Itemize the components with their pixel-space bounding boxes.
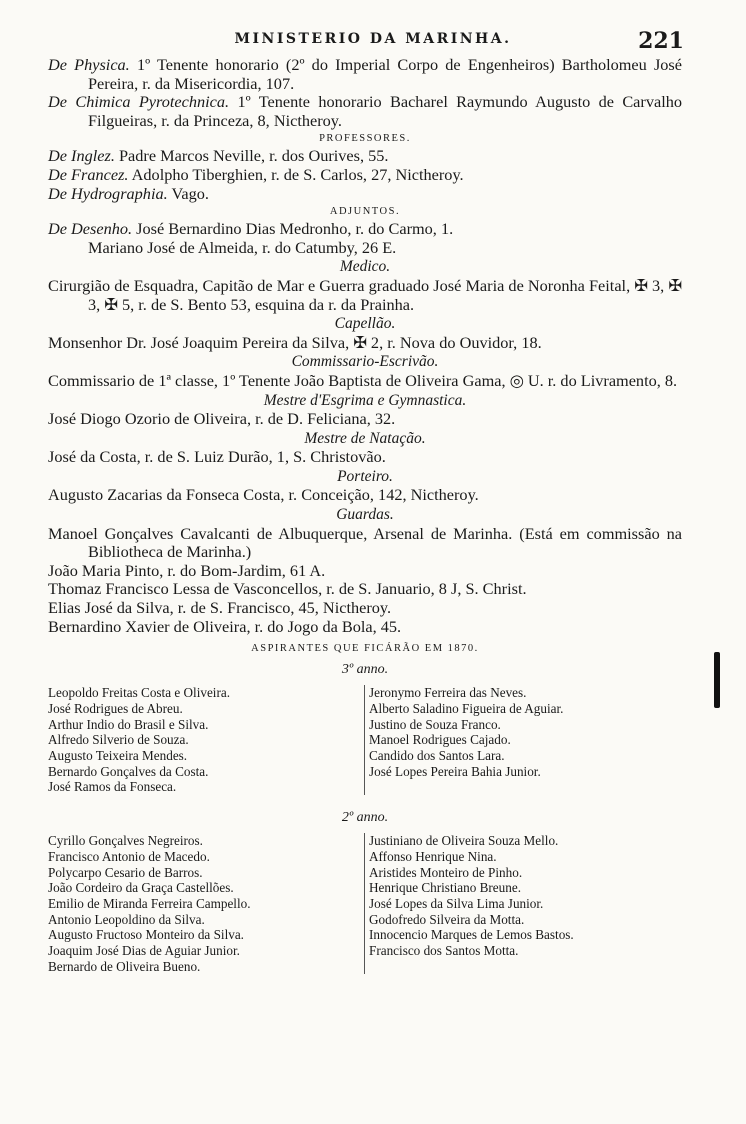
list-item: Manoel Rodrigues Cajado.: [369, 732, 511, 748]
list-item: Alfredo Silverio de Souza.: [48, 732, 189, 748]
list-item: Henrique Christiano Breune.: [369, 880, 521, 896]
section-heading-natacao: [48, 429, 682, 449]
section-heading-guardas: [48, 505, 682, 525]
heading-text: 2º anno.: [341, 810, 389, 826]
heading-text: Porteiro.: [337, 467, 393, 485]
left-column: [48, 685, 364, 795]
list-item: Polycarpo Cesario de Barros.: [48, 864, 203, 880]
entry-guarda: Elias José da Silva, r. de S. Francisco, 45, Nictheroy.: [48, 598, 392, 618]
entry-text: Vago.: [171, 183, 209, 203]
list-item: Cyrillo Gonçalves Negreiros.: [48, 833, 203, 849]
heading-text: Mestre de Natação.: [304, 429, 426, 447]
list-item: Godofredo Silveira da Motta.: [369, 911, 525, 927]
list-item: Joaquim José Dias de Aguiar Junior.: [48, 943, 240, 959]
list-item: Francisco dos Santos Motta.: [369, 943, 519, 959]
list-item: Alberto Saladino Figueira de Aguiar.: [369, 700, 564, 716]
heading-text: Guardas.: [336, 506, 394, 524]
list-item: Antonio Leopoldino da Silva.: [48, 911, 205, 927]
entry-guarda: Thomaz Francisco Lessa de Vasconcellos, r. de S. Januario, 8 J, S. Christ.: [48, 579, 527, 599]
entry-desenho: [48, 220, 682, 239]
list-item: Affonso Henrique Nina.: [369, 848, 497, 864]
entry-natacao: José da Costa, r. de S. Luiz Durão, 1, S. Christovão.: [48, 447, 386, 467]
section-heading-esgrima: [48, 391, 682, 411]
heading-text: Commissario-Escrivão.: [291, 353, 439, 371]
entry-label: De Chimica Pyrotechnica.: [48, 92, 230, 112]
heading-text: 3º anno.: [341, 662, 389, 678]
right-column: [364, 833, 679, 974]
list-item: Leopoldo Freitas Costa e Oliveira.: [48, 685, 231, 701]
list-item: José Lopes da Silva Lima Junior.: [369, 895, 544, 911]
list-item: José Lopes Pereira Bahia Junior.: [369, 763, 541, 779]
list-item: Francisco Antonio de Macedo.: [48, 848, 210, 864]
entry-chimica: [48, 93, 682, 130]
running-title: MINISTERIO DA MARINHA.: [234, 31, 512, 47]
page-header: [0, 28, 746, 52]
list-item: Innocencio Marques de Lemos Bastos.: [369, 927, 574, 943]
entry-inglez: [48, 147, 682, 166]
section-heading-professores: PROFESSORES.: [319, 133, 411, 145]
year-heading-3: [48, 661, 682, 679]
list-item: José Rodrigues de Abreu.: [48, 700, 183, 716]
document-body: [48, 56, 682, 974]
section-heading-aspirantes: ASPIRANTES QUE FICÁRÃO EM 1870.: [251, 643, 479, 655]
list-item: Justiniano de Oliveira Souza Mello.: [369, 833, 559, 849]
section-heading-commissario: [48, 352, 682, 372]
list-item: José Ramos da Fonseca.: [48, 779, 177, 795]
entry-label: De Physica.: [48, 55, 130, 74]
entry-esgrima: José Diogo Ozorio de Oliveira, r. de D. Feliciana, 32.: [48, 409, 396, 429]
ink-mark: [714, 652, 720, 708]
entry-text: 1º Tenente honorario Bacharel Raymundo Augusto de Carvalho Filgueiras, r. da Princeza, 8, Nictheroy.: [88, 92, 682, 130]
entry-hydrographia: [48, 185, 682, 204]
section-heading-porteiro: [48, 467, 682, 487]
entry-guarda: Manoel Gonçalves Cavalcanti de Albuquerque, Arsenal de Marinha. (Está em commissão na Bibliotheca de Marinha.): [48, 523, 682, 562]
list-item: Jeronymo Ferreira das Neves.: [369, 685, 527, 701]
list-item: Augusto Fructoso Monteiro da Silva.: [48, 927, 244, 943]
entry-text: 1º Tenente honorario (2º do Imperial Corpo de Engenheiros) Bartholomeu José Pereira, r. da Misericordia, 107.: [88, 55, 682, 93]
left-column: [48, 833, 364, 974]
entry-text: Adolpho Tiberghien, r. de S. Carlos, 27, Nictheroy.: [131, 164, 464, 184]
year-heading-2: [48, 809, 682, 827]
aspirantes-3-columns: [48, 685, 682, 795]
entry-mariano: Mariano José de Almeida, r. do Catumby, 26 E.: [88, 237, 397, 257]
entry-text: Padre Marcos Neville, r. dos Ourives, 55.: [119, 146, 389, 166]
entry-label: De Francez.: [48, 164, 129, 184]
heading-text: Mestre d'Esgrima e Gymnastica.: [263, 391, 467, 409]
section-heading-adjuntos: ADJUNTOS.: [329, 206, 401, 218]
entry-francez: [48, 166, 682, 185]
list-item: Justino de Souza Franco.: [369, 716, 501, 732]
entry-physica: [48, 56, 682, 93]
entry-commissario: Commissario de 1ª classe, 1º Tenente João Baptista de Oliveira Gama, ◎ U. r. do Livramento, 8.: [48, 370, 678, 390]
entry-label: De Desenho.: [48, 219, 133, 239]
list-item: Aristides Monteiro de Pinho.: [369, 864, 523, 880]
heading-text: Capellão.: [334, 315, 396, 333]
list-item: Bernardo de Oliveira Bueno.: [48, 958, 201, 974]
entry-guarda: João Maria Pinto, r. do Bom-Jardim, 61 A.: [48, 560, 326, 580]
section-heading-medico: [48, 257, 682, 277]
list-item: Candido dos Santos Lara.: [369, 748, 505, 764]
entry-label: De Inglez.: [48, 146, 115, 166]
heading-text: Medico.: [339, 258, 391, 276]
right-column: [364, 685, 679, 795]
list-item: João Cordeiro da Graça Castellões.: [48, 880, 234, 896]
entry-medico: Cirurgião de Esquadra, Capitão de Mar e Guerra graduado José Maria de Noronha Feital, ✠ 3, ✠ 3, ✠ 5, r. de S. Bento 53, esquina da r. da Prainha.: [48, 275, 682, 314]
entry-guarda: Bernardino Xavier de Oliveira, r. do Jogo da Bola, 45.: [48, 616, 402, 636]
entry-text: José Bernardino Dias Medronho, r. do Carmo, 1.: [136, 219, 454, 239]
section-heading-capellao: [48, 314, 682, 334]
aspirantes-2-columns: [48, 833, 682, 974]
list-item: Bernardo Gonçalves da Costa.: [48, 763, 209, 779]
list-item: Arthur Indio do Brasil e Silva.: [48, 716, 209, 732]
entry-porteiro: Augusto Zacarias da Fonseca Costa, r. Conceição, 142, Nictheroy.: [48, 485, 479, 505]
list-item: Emilio de Miranda Ferreira Campello.: [48, 895, 251, 911]
entry-label: De Hydrographia.: [48, 183, 168, 203]
entry-capellao: Monsenhor Dr. José Joaquim Pereira da Silva, ✠ 2, r. Nova do Ouvidor, 18.: [48, 332, 542, 352]
page-number: 221: [638, 28, 684, 54]
list-item: Augusto Teixeira Mendes.: [48, 748, 188, 764]
